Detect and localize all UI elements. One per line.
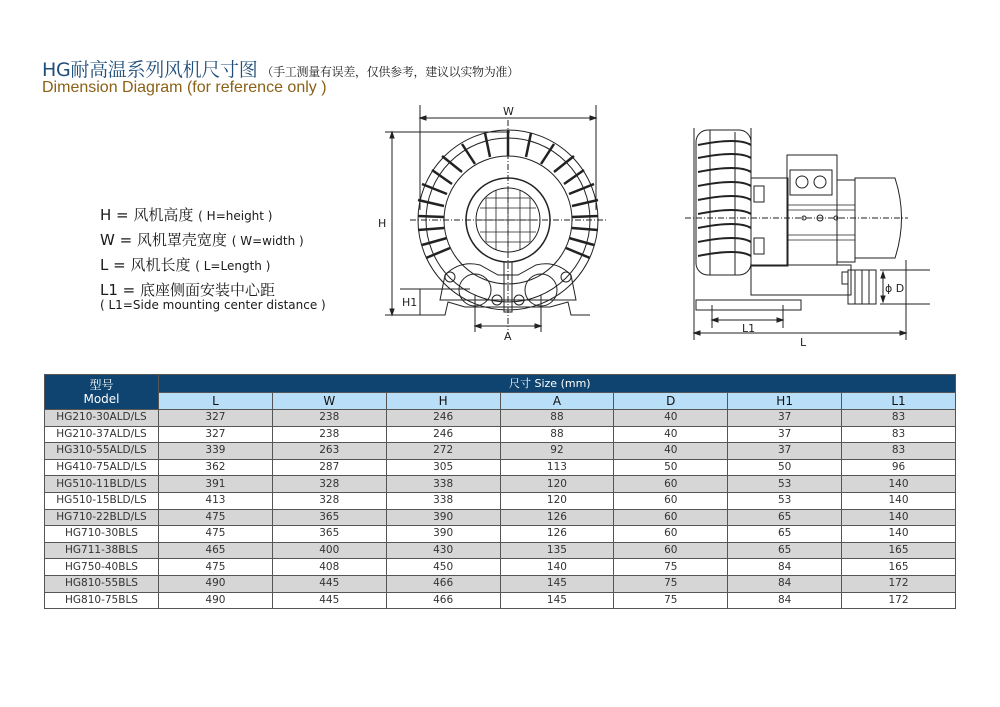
table-row bbox=[45, 459, 956, 476]
table-row bbox=[45, 492, 956, 509]
value-cell-l: 413 bbox=[159, 492, 273, 509]
value-cell-l: 475 bbox=[159, 559, 273, 576]
col-header-l: L bbox=[159, 393, 273, 410]
dim-h-label: H bbox=[378, 217, 387, 230]
value-cell-w: 365 bbox=[272, 526, 386, 543]
table-row bbox=[45, 542, 956, 559]
value-cell-d: 60 bbox=[614, 476, 728, 493]
value-cell-l1: 140 bbox=[842, 509, 956, 526]
table-body bbox=[45, 410, 956, 609]
value-cell-l: 339 bbox=[159, 443, 273, 460]
col-header-l1: L1 bbox=[842, 393, 956, 410]
model-header-en: Model bbox=[83, 392, 120, 406]
value-cell-d: 60 bbox=[614, 492, 728, 509]
value-cell-d: 60 bbox=[614, 542, 728, 559]
value-cell-h: 246 bbox=[386, 410, 500, 427]
value-cell-a: 92 bbox=[500, 443, 614, 460]
value-cell-d: 40 bbox=[614, 426, 728, 443]
value-cell-a: 120 bbox=[500, 476, 614, 493]
legend-l-label: L = 风机长度 bbox=[100, 256, 191, 274]
value-cell-l1: 140 bbox=[842, 526, 956, 543]
value-cell-w: 238 bbox=[272, 426, 386, 443]
value-cell-d: 40 bbox=[614, 443, 728, 460]
value-cell-a: 145 bbox=[500, 592, 614, 609]
value-cell-h: 390 bbox=[386, 509, 500, 526]
value-cell-h: 246 bbox=[386, 426, 500, 443]
legend-l-en: ( L=Length ) bbox=[195, 259, 271, 273]
value-cell-h1: 50 bbox=[728, 459, 842, 476]
value-cell-a: 145 bbox=[500, 575, 614, 592]
value-cell-a: 135 bbox=[500, 542, 614, 559]
value-cell-h1: 37 bbox=[728, 426, 842, 443]
value-cell-h1: 65 bbox=[728, 526, 842, 543]
legend-h-label: H = 风机高度 bbox=[100, 206, 194, 224]
model-cell: HG710-22BLD/LS bbox=[45, 509, 159, 526]
page-title bbox=[42, 55, 519, 82]
model-header bbox=[45, 375, 159, 410]
front-view-drawing bbox=[370, 100, 650, 350]
model-cell: HG711-38BLS bbox=[45, 542, 159, 559]
value-cell-a: 88 bbox=[500, 426, 614, 443]
value-cell-h: 272 bbox=[386, 443, 500, 460]
dim-l1-label: L1 bbox=[742, 322, 756, 335]
value-cell-l1: 83 bbox=[842, 426, 956, 443]
side-view-drawing bbox=[680, 110, 930, 355]
model-cell: HG310-55ALD/LS bbox=[45, 443, 159, 460]
value-cell-h1: 84 bbox=[728, 575, 842, 592]
value-cell-d: 75 bbox=[614, 559, 728, 576]
value-cell-h: 466 bbox=[386, 592, 500, 609]
value-cell-h: 305 bbox=[386, 459, 500, 476]
value-cell-h: 466 bbox=[386, 575, 500, 592]
value-cell-w: 238 bbox=[272, 410, 386, 427]
table-row bbox=[45, 509, 956, 526]
value-cell-h1: 84 bbox=[728, 592, 842, 609]
col-header-h: H bbox=[386, 393, 500, 410]
value-cell-h: 390 bbox=[386, 526, 500, 543]
value-cell-h1: 37 bbox=[728, 410, 842, 427]
model-cell: HG750-40BLS bbox=[45, 559, 159, 576]
dimension-table bbox=[44, 374, 956, 609]
value-cell-w: 365 bbox=[272, 509, 386, 526]
value-cell-h1: 53 bbox=[728, 476, 842, 493]
legend-w-en: ( W=width ) bbox=[231, 234, 304, 248]
value-cell-l1: 83 bbox=[842, 410, 956, 427]
model-header-zh: 型号 bbox=[89, 378, 114, 392]
value-cell-l1: 140 bbox=[842, 492, 956, 509]
dimension-legend bbox=[100, 203, 326, 314]
value-cell-h: 450 bbox=[386, 559, 500, 576]
value-cell-l: 475 bbox=[159, 526, 273, 543]
value-cell-h: 338 bbox=[386, 492, 500, 509]
model-cell: HG510-11BLD/LS bbox=[45, 476, 159, 493]
value-cell-l1: 96 bbox=[842, 459, 956, 476]
value-cell-l1: 172 bbox=[842, 575, 956, 592]
value-cell-h1: 65 bbox=[728, 542, 842, 559]
model-cell: HG810-55BLS bbox=[45, 575, 159, 592]
value-cell-l: 465 bbox=[159, 542, 273, 559]
table-row bbox=[45, 526, 956, 543]
dim-a-label: A bbox=[504, 330, 512, 343]
value-cell-l1: 165 bbox=[842, 559, 956, 576]
value-cell-h1: 53 bbox=[728, 492, 842, 509]
model-cell: HG510-15BLD/LS bbox=[45, 492, 159, 509]
col-header-h1: H1 bbox=[728, 393, 842, 410]
dim-h1-label: H1 bbox=[402, 296, 418, 309]
value-cell-l: 327 bbox=[159, 410, 273, 427]
value-cell-d: 40 bbox=[614, 410, 728, 427]
legend-l bbox=[100, 253, 326, 278]
table-row bbox=[45, 410, 956, 427]
value-cell-l1: 140 bbox=[842, 476, 956, 493]
value-cell-l1: 165 bbox=[842, 542, 956, 559]
value-cell-a: 113 bbox=[500, 459, 614, 476]
model-cell: HG210-37ALD/LS bbox=[45, 426, 159, 443]
value-cell-w: 328 bbox=[272, 492, 386, 509]
value-cell-a: 126 bbox=[500, 509, 614, 526]
value-cell-d: 50 bbox=[614, 459, 728, 476]
value-cell-l: 475 bbox=[159, 509, 273, 526]
value-cell-h1: 37 bbox=[728, 443, 842, 460]
value-cell-w: 408 bbox=[272, 559, 386, 576]
value-cell-a: 126 bbox=[500, 526, 614, 543]
size-header: 尺寸 Size (mm) bbox=[159, 375, 956, 393]
value-cell-l: 391 bbox=[159, 476, 273, 493]
model-cell: HG710-30BLS bbox=[45, 526, 159, 543]
title-note: （手工测量有误差，仅供参考，建议以实物为准） bbox=[261, 65, 519, 79]
value-cell-l1: 172 bbox=[842, 592, 956, 609]
value-cell-a: 140 bbox=[500, 559, 614, 576]
value-cell-d: 75 bbox=[614, 575, 728, 592]
dim-w-label: W bbox=[503, 105, 514, 118]
value-cell-w: 445 bbox=[272, 592, 386, 609]
legend-h bbox=[100, 203, 326, 228]
model-cell: HG810-75BLS bbox=[45, 592, 159, 609]
value-cell-a: 88 bbox=[500, 410, 614, 427]
legend-l1-label: L1 = 底座侧面安装中心距 bbox=[100, 281, 276, 299]
legend-h-en: ( H=height ) bbox=[198, 209, 273, 223]
table-row bbox=[45, 575, 956, 592]
value-cell-d: 60 bbox=[614, 526, 728, 543]
dim-d-label: ϕ D bbox=[885, 282, 905, 295]
value-cell-d: 60 bbox=[614, 509, 728, 526]
value-cell-h1: 65 bbox=[728, 509, 842, 526]
value-cell-w: 400 bbox=[272, 542, 386, 559]
col-header-d: D bbox=[614, 393, 728, 410]
col-header-w: W bbox=[272, 393, 386, 410]
legend-w-label: W = 风机罩壳宽度 bbox=[100, 231, 227, 249]
table-row bbox=[45, 592, 956, 609]
value-cell-d: 75 bbox=[614, 592, 728, 609]
value-cell-w: 445 bbox=[272, 575, 386, 592]
value-cell-l: 327 bbox=[159, 426, 273, 443]
dim-l-label: L bbox=[800, 336, 807, 349]
value-cell-w: 287 bbox=[272, 459, 386, 476]
table-row bbox=[45, 443, 956, 460]
value-cell-h1: 84 bbox=[728, 559, 842, 576]
value-cell-l: 490 bbox=[159, 575, 273, 592]
table-row bbox=[45, 426, 956, 443]
value-cell-h: 338 bbox=[386, 476, 500, 493]
title-en: Dimension Diagram (for reference only ) bbox=[42, 79, 327, 96]
value-cell-a: 120 bbox=[500, 492, 614, 509]
value-cell-l: 362 bbox=[159, 459, 273, 476]
model-cell: HG210-30ALD/LS bbox=[45, 410, 159, 427]
model-cell: HG410-75ALD/LS bbox=[45, 459, 159, 476]
value-cell-l1: 83 bbox=[842, 443, 956, 460]
value-cell-l: 490 bbox=[159, 592, 273, 609]
legend-l1-en: ( L1=Side mounting center distance ) bbox=[100, 298, 326, 312]
col-header-a: A bbox=[500, 393, 614, 410]
table-row bbox=[45, 559, 956, 576]
legend-w bbox=[100, 228, 326, 253]
table-row bbox=[45, 476, 956, 493]
value-cell-h: 430 bbox=[386, 542, 500, 559]
title-zh: HG耐高温系列风机尺寸图 bbox=[42, 59, 258, 81]
value-cell-w: 328 bbox=[272, 476, 386, 493]
value-cell-w: 263 bbox=[272, 443, 386, 460]
